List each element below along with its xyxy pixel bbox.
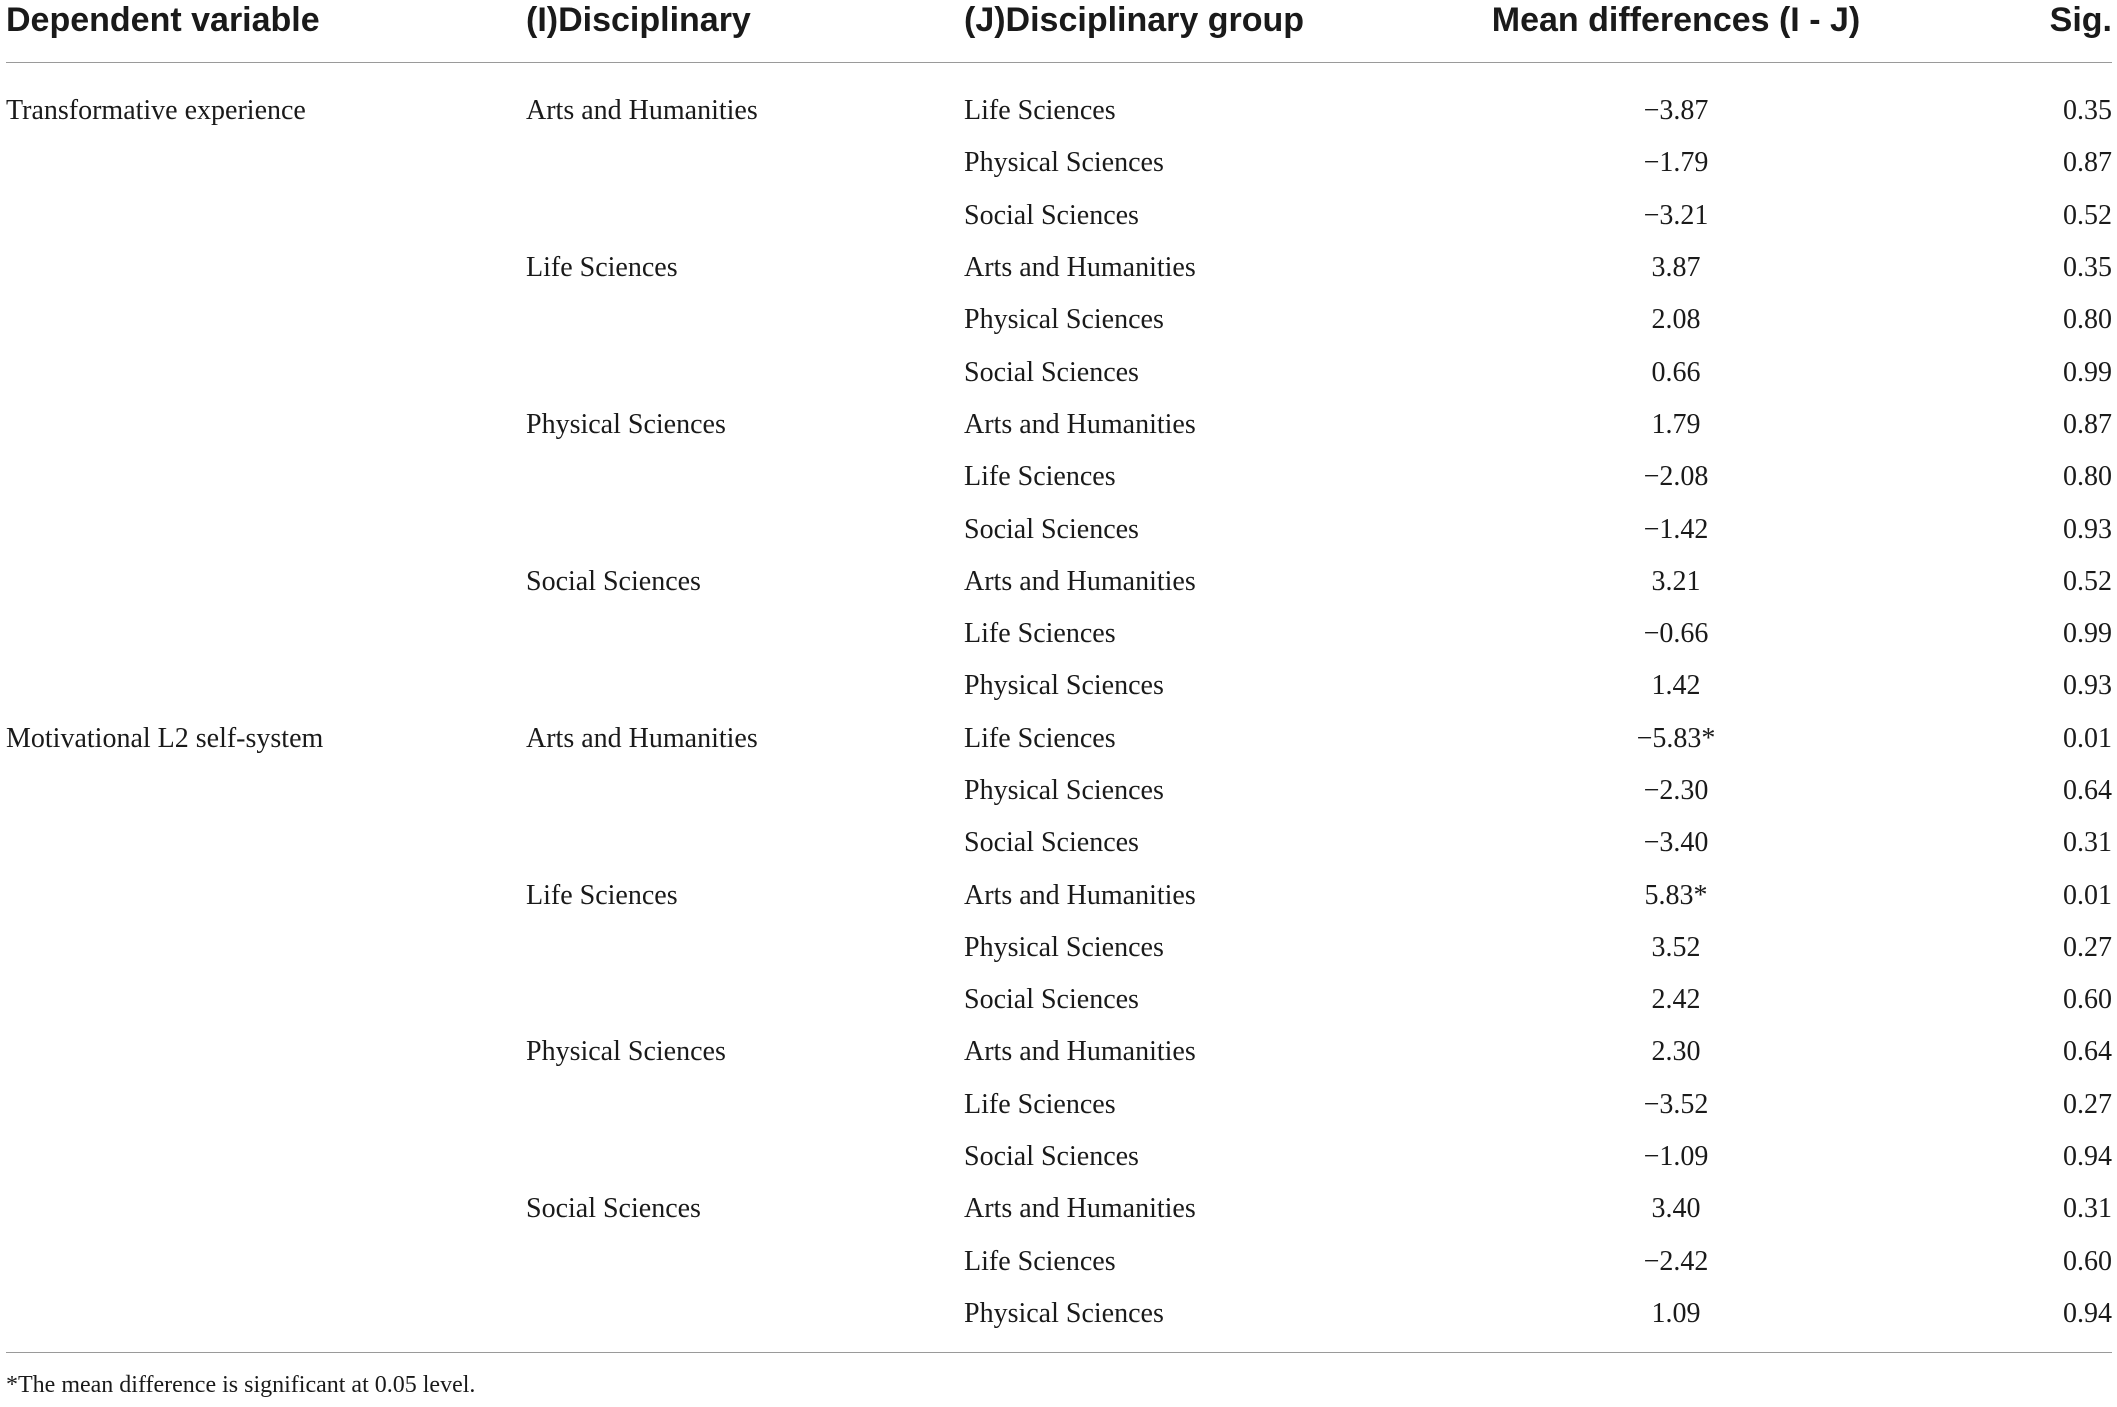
cell-i-disciplinary: [526, 974, 946, 1026]
cell-mean-difference: −2.30: [1643, 775, 1709, 806]
cell-mean-difference: 3.87: [1651, 252, 1701, 284]
table-row: [6, 713, 2112, 765]
table-row: [6, 503, 2112, 555]
table-row: [6, 294, 2112, 346]
table-row: [6, 1236, 2112, 1288]
cell-mean-difference: −3.52: [1643, 1088, 1709, 1120]
cell-dependent-variable: [6, 242, 526, 294]
cell-sig: 0.52: [2063, 199, 2112, 231]
cell-sig: 0.94: [2063, 1297, 2112, 1329]
cell-i-disciplinary: [526, 503, 946, 555]
cell-dependent-variable: [6, 1026, 526, 1078]
table-row: [6, 556, 2112, 608]
cell-sig: 0.01: [2063, 722, 2112, 754]
cell-dependent-variable: [6, 660, 526, 712]
cell-mean-difference: −5.83*: [1636, 722, 1716, 754]
header-dependent-variable: Dependent variable: [6, 0, 526, 63]
cell-i-disciplinary: [526, 608, 946, 660]
cell-mean-difference: 2.30: [1651, 1036, 1701, 1068]
cell-j-disciplinary-group: Arts and Humanities: [964, 565, 1196, 597]
cell-mean-difference: −3.40: [1643, 827, 1709, 859]
cell-mean-difference: −3.87: [1643, 95, 1709, 127]
table-row: [6, 1026, 2112, 1078]
cell-sig: 0.31: [2063, 827, 2112, 859]
cell-dependent-variable: [6, 608, 526, 660]
cell-i-disciplinary: [526, 1131, 946, 1183]
cell-sig: 0.99: [2063, 356, 2112, 388]
cell-sig: 0.31: [2063, 1193, 2112, 1225]
table-row: [6, 399, 2112, 451]
multiple-comparisons-table: [6, 0, 2112, 1340]
cell-dependent-variable: [6, 974, 526, 1026]
table-row: [6, 451, 2112, 503]
cell-sig: 0.93: [2063, 670, 2112, 702]
cell-sig: 0.94: [2063, 1141, 2112, 1173]
cell-i-disciplinary: [526, 660, 946, 712]
table-row: [6, 922, 2112, 974]
cell-dependent-variable: [6, 1079, 526, 1131]
cell-j-disciplinary-group: Physical Sciences: [964, 147, 1164, 179]
cell-j-disciplinary-group: Social Sciences: [964, 984, 1139, 1016]
cell-dependent-variable: [6, 1183, 526, 1235]
cell-mean-difference: −3.21: [1643, 199, 1709, 231]
header-sig: Sig.: [1886, 0, 2112, 63]
cell-mean-difference: −1.79: [1643, 147, 1709, 179]
cell-sig: 0.35: [2063, 252, 2112, 284]
cell-j-disciplinary-group: Arts and Humanities: [964, 1193, 1196, 1225]
cell-dependent-variable: Transformative experience: [6, 95, 306, 127]
cell-mean-difference: 2.08: [1651, 304, 1701, 336]
cell-i-disciplinary: Life Sciences: [526, 252, 678, 284]
cell-mean-difference: 3.52: [1651, 931, 1701, 963]
cell-j-disciplinary-group: Arts and Humanities: [964, 1036, 1196, 1068]
cell-mean-difference: −1.42: [1643, 513, 1709, 545]
cell-i-disciplinary: Social Sciences: [526, 565, 701, 597]
cell-dependent-variable: [6, 190, 526, 242]
cell-mean-difference: 1.42: [1651, 670, 1701, 702]
cell-i-disciplinary: [526, 922, 946, 974]
cell-i-disciplinary: Physical Sciences: [526, 1036, 726, 1068]
cell-mean-difference: 2.42: [1651, 984, 1701, 1016]
cell-j-disciplinary-group: Arts and Humanities: [964, 252, 1196, 284]
table-row: [6, 817, 2112, 869]
cell-dependent-variable: [6, 294, 526, 346]
cell-dependent-variable: [6, 1236, 526, 1288]
header-row: [6, 0, 2112, 63]
cell-sig: 0.27: [2063, 1088, 2112, 1120]
cell-sig: 0.64: [2063, 775, 2112, 806]
table-row: [6, 974, 2112, 1026]
table-body: [6, 63, 2112, 1341]
table-row: [6, 137, 2112, 189]
cell-i-disciplinary: [526, 294, 946, 346]
cell-sig: 0.01: [2063, 879, 2112, 911]
cell-dependent-variable: [6, 503, 526, 555]
cell-sig: 0.27: [2063, 931, 2112, 963]
cell-sig: 0.35: [2063, 95, 2112, 127]
cell-j-disciplinary-group: Arts and Humanities: [964, 879, 1196, 911]
table-row: [6, 242, 2112, 294]
cell-sig: 0.87: [2063, 147, 2112, 179]
cell-i-disciplinary: [526, 765, 946, 817]
cell-j-disciplinary-group: Life Sciences: [964, 95, 1116, 127]
table-row: [6, 608, 2112, 660]
cell-j-disciplinary-group: Social Sciences: [964, 827, 1139, 859]
cell-dependent-variable: Motivational L2 self-system: [6, 722, 324, 754]
cell-j-disciplinary-group: Life Sciences: [964, 1088, 1116, 1120]
cell-i-disciplinary: Arts and Humanities: [526, 722, 758, 754]
cell-mean-difference: 0.66: [1651, 356, 1701, 388]
comparison-table-container: [6, 0, 2112, 1340]
cell-i-disciplinary: [526, 817, 946, 869]
cell-dependent-variable: [6, 765, 526, 817]
cell-j-disciplinary-group: Physical Sciences: [964, 775, 1164, 806]
cell-i-disciplinary: [526, 190, 946, 242]
cell-i-disciplinary: [526, 1079, 946, 1131]
table-row: [6, 190, 2112, 242]
cell-j-disciplinary-group: Life Sciences: [964, 618, 1116, 650]
cell-sig: 0.87: [2063, 408, 2112, 440]
cell-j-disciplinary-group: Life Sciences: [964, 1245, 1116, 1277]
table-row: [6, 1183, 2112, 1235]
cell-j-disciplinary-group: Physical Sciences: [964, 670, 1164, 702]
cell-j-disciplinary-group: Physical Sciences: [964, 931, 1164, 963]
cell-mean-difference: −0.66: [1643, 618, 1709, 650]
cell-i-disciplinary: Arts and Humanities: [526, 95, 758, 127]
cell-mean-difference: 5.83*: [1644, 879, 1708, 911]
cell-mean-difference: 1.79: [1651, 408, 1701, 440]
cell-dependent-variable: [6, 346, 526, 398]
header-j-disciplinary-group: (J)Disciplinary group: [946, 0, 1466, 63]
cell-j-disciplinary-group: Social Sciences: [964, 513, 1139, 545]
cell-dependent-variable: [6, 451, 526, 503]
cell-i-disciplinary: [526, 346, 946, 398]
header-i-disciplinary: (I)Disciplinary: [526, 0, 946, 63]
table-row: [6, 346, 2112, 398]
cell-sig: 0.64: [2063, 1036, 2112, 1068]
table-row: [6, 869, 2112, 921]
table-header: [6, 0, 2112, 63]
cell-sig: 0.99: [2063, 618, 2112, 650]
cell-j-disciplinary-group: Social Sciences: [964, 356, 1139, 388]
cell-mean-difference: −1.09: [1643, 1141, 1709, 1173]
cell-dependent-variable: [6, 869, 526, 921]
table-row: [6, 765, 2112, 817]
cell-j-disciplinary-group: Physical Sciences: [964, 304, 1164, 336]
cell-i-disciplinary: [526, 137, 946, 189]
cell-j-disciplinary-group: Social Sciences: [964, 199, 1139, 231]
cell-i-disciplinary: Life Sciences: [526, 879, 678, 911]
cell-dependent-variable: [6, 399, 526, 451]
cell-j-disciplinary-group: Life Sciences: [964, 461, 1116, 493]
cell-j-disciplinary-group: Life Sciences: [964, 722, 1116, 754]
cell-sig: 0.60: [2063, 1245, 2112, 1277]
header-mean-differences: Mean differences (I - J): [1466, 0, 1886, 63]
cell-j-disciplinary-group: Physical Sciences: [964, 1297, 1164, 1329]
cell-j-disciplinary-group: Social Sciences: [964, 1141, 1139, 1173]
cell-sig: 0.80: [2063, 304, 2112, 336]
table-row: [6, 1079, 2112, 1131]
cell-sig: 0.60: [2063, 984, 2112, 1016]
cell-mean-difference: 3.40: [1651, 1193, 1701, 1225]
cell-dependent-variable: [6, 1288, 526, 1340]
table-row: [6, 1288, 2112, 1340]
cell-dependent-variable: [6, 1131, 526, 1183]
cell-j-disciplinary-group: Arts and Humanities: [964, 408, 1196, 440]
table-bottom-rule: [6, 1352, 2112, 1353]
table-row: [6, 1131, 2112, 1183]
table-row: [6, 660, 2112, 712]
cell-i-disciplinary: [526, 1236, 946, 1288]
cell-mean-difference: −2.08: [1643, 461, 1709, 493]
table-row: [6, 63, 2112, 138]
cell-i-disciplinary: Physical Sciences: [526, 408, 726, 440]
cell-dependent-variable: [6, 817, 526, 869]
cell-mean-difference: 3.21: [1651, 565, 1701, 597]
table-footnote: *The mean difference is significant at 0.05 level.: [6, 1372, 476, 1398]
cell-sig: 0.52: [2063, 565, 2112, 597]
cell-sig: 0.80: [2063, 461, 2112, 493]
cell-i-disciplinary: Social Sciences: [526, 1193, 701, 1225]
cell-dependent-variable: [6, 137, 526, 189]
cell-i-disciplinary: [526, 1288, 946, 1340]
cell-i-disciplinary: [526, 451, 946, 503]
cell-dependent-variable: [6, 922, 526, 974]
cell-sig: 0.93: [2063, 513, 2112, 545]
cell-dependent-variable: [6, 556, 526, 608]
cell-mean-difference: −2.42: [1643, 1245, 1709, 1277]
cell-mean-difference: 1.09: [1651, 1297, 1701, 1329]
